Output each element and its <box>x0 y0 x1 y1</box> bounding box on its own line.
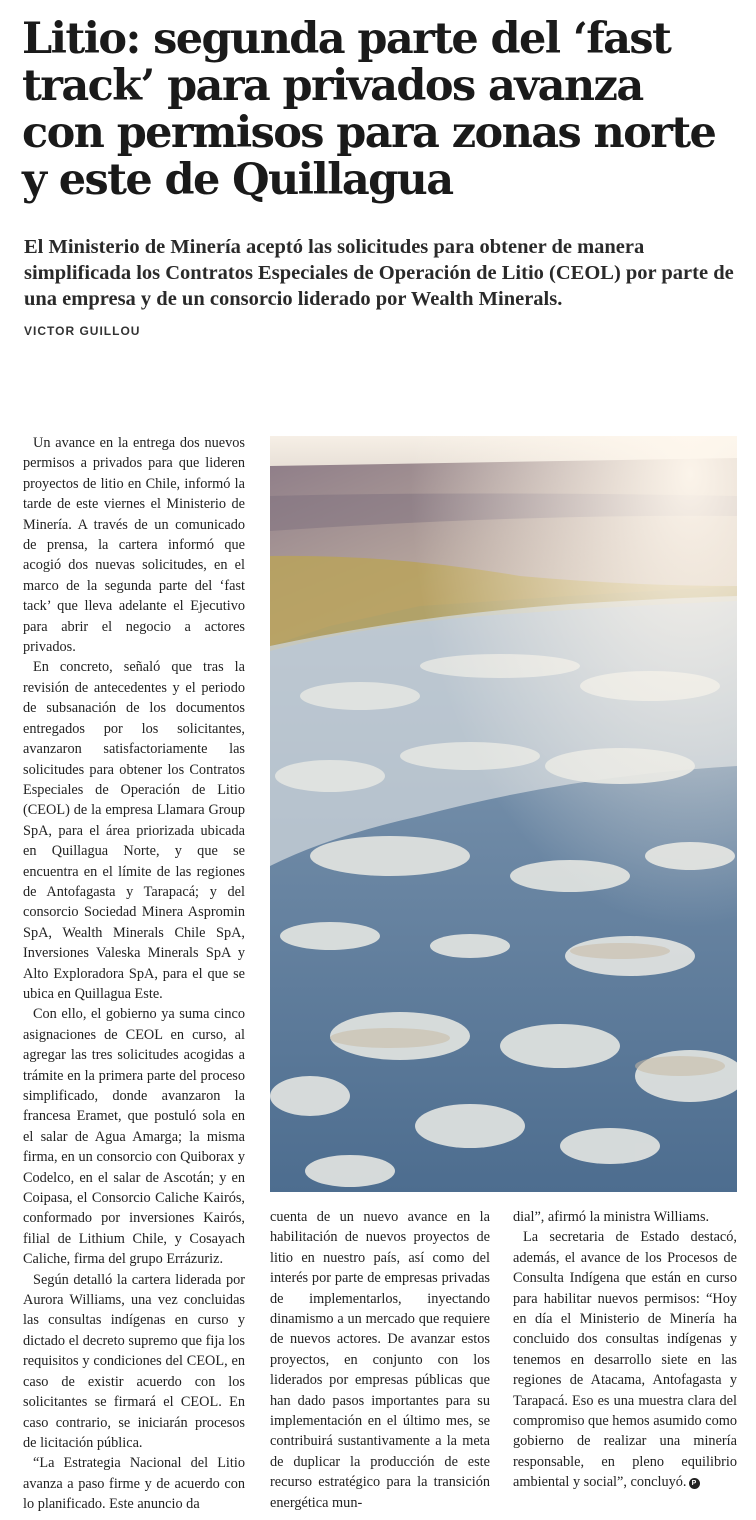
column-3 <box>513 1207 737 1493</box>
column-2 <box>270 1207 490 1513</box>
paragraph: dial”, afirmó la ministra Williams. <box>513 1209 710 1225</box>
salt-flat-photo <box>270 436 737 1192</box>
column-1 <box>23 433 245 1515</box>
headline: Litio: segunda parte del ‘fast track’ para privados avanza con permisos para zonas norte y este de Quillagua <box>22 14 716 205</box>
byline: VICTOR GUILLOU <box>24 324 141 338</box>
paragraph-text: La secretaria de Estado destacó, además, el avance de los Procesos de Consulta Indígena que están en curso para habilitar nuevos permisos: “Hoy en día el Ministerio de Minería ha concluido dos consultas indígenas y tenemos en desarrollo siete en las regiones de Atacama, Antofagasta y Tarapacá. Eso es una muestra clara del compromiso que hemos asumido como gobierno de realizar una minería responsable, en pleno equilibrio ambiental y social”, concluyó. <box>513 1229 737 1491</box>
deck-subtitle: El Ministerio de Minería aceptó las solicitudes para obtener de manera simplificada los Contratos Especiales de Operación de Litio (CEOL) por parte de una empresa y de un consorcio liderado por Wealth Minerals. <box>24 236 734 310</box>
paragraph: Con ello, el gobierno ya suma cinco asignaciones de CEOL en curso, al agregar las tres solicitudes acogidas a trámite en la primera parte del proceso simplificado, donde avanzaron la francesa Eramet, que postuló sola en el salar de Agua Amarga; la misma firma, en un consorcio con Quiborax y Codelco, en el salar de Ascotán; y en Coipasa, el Consorcio Caliche Kairós, conformado por inversiones Kairós, filial de Lithium Chile, y Cosayach Caliche, firma del grupo Errázuriz. <box>23 1006 245 1268</box>
paragraph: En concreto, señaló que tras la revisión de antecedentes y el periodo de subsanación de los documentos entregados por los solicitantes, avanzaron satisfactoriamente las solicitudes para obtener los Contratos Especiales de Operación de Litio (CEOL) de la empresa Llamara Group SpA, para el área priorizada ubicada en Quillagua Norte, y que se encuentra en el límite de las regiones de Antofagasta y Tarapacá; y del consorcio Sociedad Minera Aspromin SpA, Wealth Minerals Chile SpA, Inversiones Valeska Minerals SpA y Alto Exploradora SpA, para el que se ubica en Quillagua Este. <box>23 659 245 1002</box>
paragraph <box>513 1227 737 1492</box>
paragraph: Un avance en la entrega dos nuevos permisos a privados para que lideren proyectos de litio en Chile, informó la tarde de este viernes el Ministerio de Minería. A través de un comunicado de prensa, la cartera informó que acogió dos nuevas solicitudes, en el marco de la segunda parte del ‘fast tack’ que lleva adelante el Ejecutivo para abrir el negocio a actores privados. <box>23 435 245 656</box>
paragraph: cuenta de un nuevo avance en la habilitación de nuevos proyectos de litio en nuestro país, así como del interés por parte de empresas privadas de implementarlos, inyectando dinamismo a un mercado que requiere de nuevos actores. De avanzar estos proyectos, en conjunto con los liderados por empresas públicas que han dado pasos importantes para su implementación en el último mes, se contribuirá sustantivamente a la meta de duplicar la producción de este recurso estratégico para la transición energética mun- <box>270 1209 490 1511</box>
paragraph: Según detalló la cartera liderada por Aurora Williams, una vez concluidas las consultas indígenas en curso y dictado el decreto supremo que fija los requisitos y condiciones del CEOL, en caso de existir acuerdo con los solicitantes se firmará el CEOL. En caso contrario, se iniciarán procesos de licitación pública. <box>23 1271 245 1451</box>
end-mark-icon: P <box>689 1478 700 1489</box>
paragraph: “La Estrategia Nacional del Litio avanza a paso firme y de acuerdo con lo planificado. Este anuncio da <box>23 1455 245 1513</box>
